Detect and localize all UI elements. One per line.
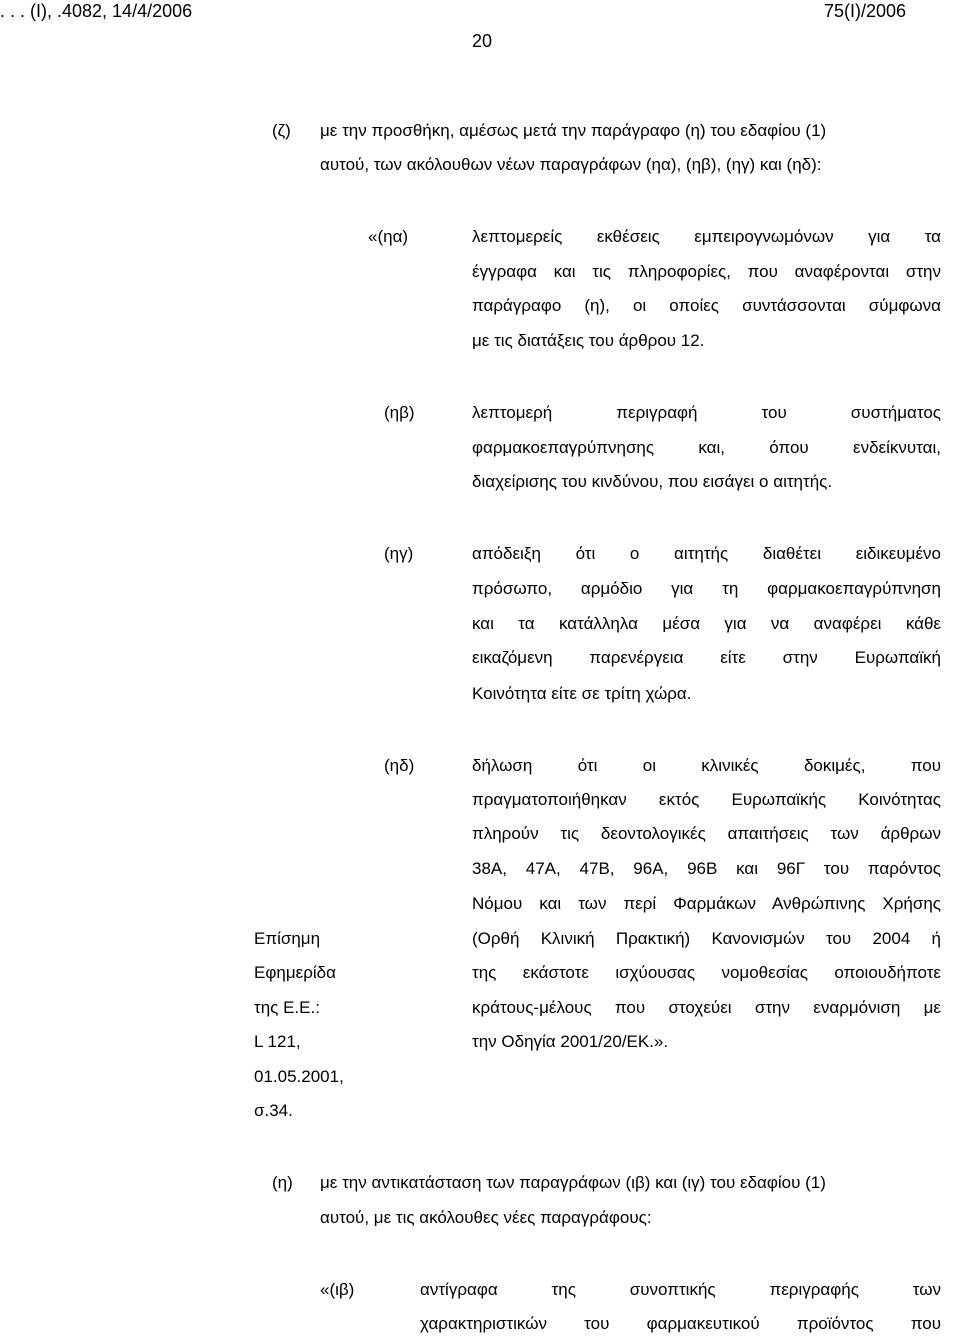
item-hb-line-2: φαρμακοεπαγρύπνησης και, όπου ενδείκνυται, xyxy=(472,438,941,457)
item-hg-line-2: πρόσωπο, αρμόδιο για τη φαρμακοεπαγρύπνηση xyxy=(472,579,941,598)
item-hd-line-1: δήλωση ότι οι κλινικές δοκιμές, που xyxy=(472,756,941,775)
item-ib-label: «(ιβ) xyxy=(320,1280,355,1299)
item-hg-line-5: Κοινότητα είτε σε τρίτη χώρα. xyxy=(472,684,692,703)
item-hb-line-3: διαχείρισης του κινδύνου, που εισάγει ο αιτητής. xyxy=(472,472,833,491)
para-h-label: (η) xyxy=(272,1173,293,1192)
margin-note-line-5: 01.05.2001, xyxy=(254,1067,344,1086)
item-hg-line-1: απόδειξη ότι ο αιτητής διαθέτει ειδικευμένο xyxy=(472,544,941,563)
item-hb-label: (ηβ) xyxy=(384,403,415,422)
item-hd-label: (ηδ) xyxy=(384,756,415,775)
item-hb-line-1: λεπτομερή περιγραφή του συστήματος xyxy=(472,403,941,422)
item-ha-line-2: έγγραφα και τις πληροφορίες, που αναφέρονται στην xyxy=(472,262,941,281)
page-number: 20 xyxy=(472,31,493,51)
item-ha-line-3: παράγραφο (η), οι οποίες συντάσσονται σύμφωνα xyxy=(472,296,941,315)
para-h-line-2: αυτού, με τις ακόλουθες νέες παραγράφους: xyxy=(320,1208,652,1227)
header-gazette-reference: . . . (Ι), .4082, 14/4/2006 xyxy=(0,1,193,21)
item-hg-line-3: και τα κατάλληλα μέσα για να αναφέρει κάθε xyxy=(472,614,941,633)
para-z-label: (ζ) xyxy=(272,121,291,140)
item-hd-line-6: (Ορθή Κλινική Πρακτική) Κανονισμών του 2004 ή xyxy=(472,929,941,948)
para-z-line-1: με την προσθήκη, αμέσως μετά την παράγραφο (η) του εδαφίου (1) xyxy=(320,121,827,140)
item-hd-line-7: της εκάστοτε ισχύουσας νομοθεσίας οποιουδήποτε xyxy=(472,963,941,982)
para-z-line-2: αυτού, των ακόλουθων νέων παραγράφων (ηα), (ηβ), (ηγ) και (ηδ): xyxy=(320,155,822,174)
item-ha-line-4: με τις διατάξεις του άρθρου 12. xyxy=(472,331,705,350)
item-hd-line-8: κράτους-μέλους που στοχεύει στην εναρμόνιση με xyxy=(472,998,941,1017)
margin-note-line-2: Εφημερίδα xyxy=(254,963,336,982)
item-ib-line-2: χαρακτηριστικών του φαρμακευτικού προϊόντος που xyxy=(420,1314,941,1333)
margin-note-line-3: της Ε.Ε.: xyxy=(254,998,320,1017)
item-hg-label: (ηγ) xyxy=(384,544,414,563)
item-ib-line-1: αντίγραφα της συνοπτικής περιγραφής των xyxy=(420,1280,941,1299)
header-law-number: 75(Ι)/2006 xyxy=(824,1,907,21)
item-hd-line-5: Νόμου και των περί Φαρμάκων Ανθρώπινης Χρήσης xyxy=(472,894,941,913)
item-ha-label: «(ηα) xyxy=(368,227,409,246)
item-hg-line-4: εικαζόμενη παρενέργεια είτε στην Ευρωπαϊκή xyxy=(472,648,941,667)
margin-note-line-1: Επίσημη xyxy=(254,929,321,948)
item-ha-line-1: λεπτομερείς εκθέσεις εμπειρογνωμόνων για τα xyxy=(472,227,941,246)
item-hd-line-4: 38Α, 47Α, 47Β, 96Α, 96Β και 96Γ του παρόντος xyxy=(472,859,941,878)
para-h-line-1: με την αντικατάσταση των παραγράφων (ιβ) και (ιγ) του εδαφίου (1) xyxy=(320,1173,826,1192)
margin-note-line-6: σ.34. xyxy=(254,1101,293,1120)
item-hd-line-9: την Οδηγία 2001/20/ΕΚ.». xyxy=(472,1032,669,1051)
item-hd-line-3: πληρούν τις δεοντολογικές απαιτήσεις των άρθρων xyxy=(472,824,941,843)
item-hd-line-2: πραγματοποιήθηκαν εκτός Ευρωπαϊκής Κοινότητας xyxy=(472,790,941,809)
margin-note-line-4: L 121, xyxy=(254,1032,301,1051)
